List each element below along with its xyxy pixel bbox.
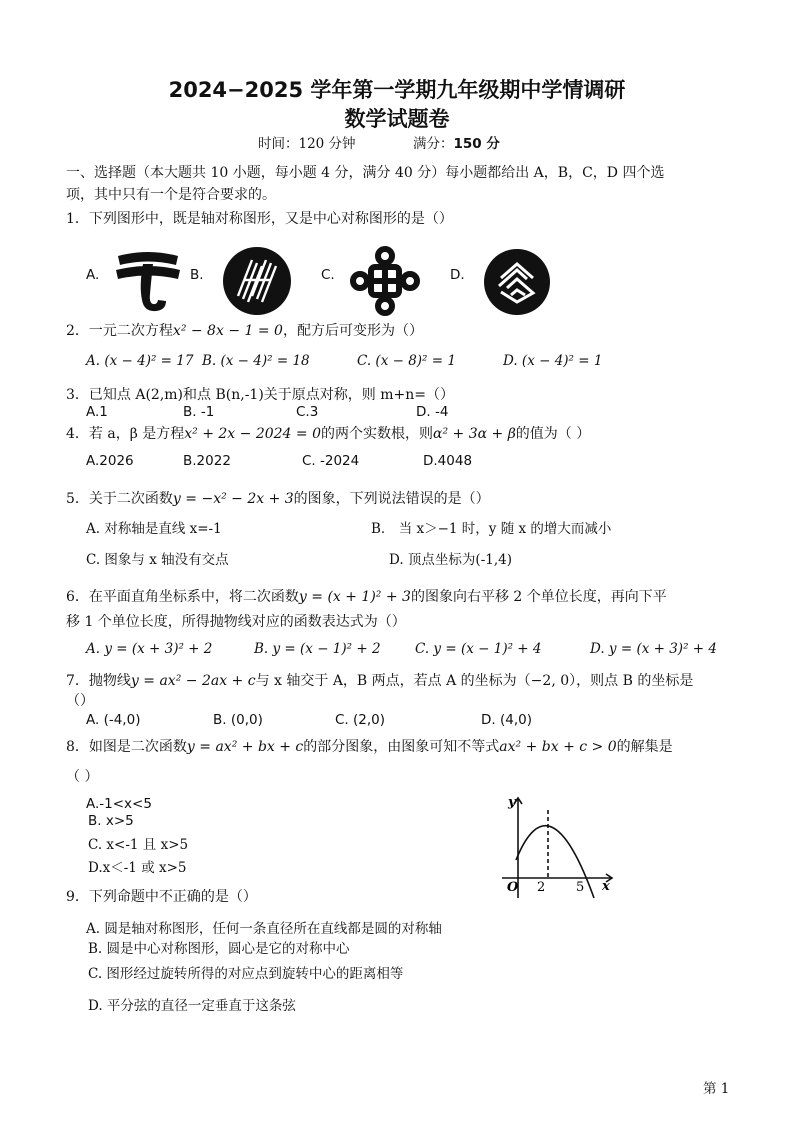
graph-origin-label: O xyxy=(507,880,519,895)
q3-stem: 3．已知点 A(2,m)和点 B(n,-1)关于原点对称，则 m+n=（） xyxy=(66,387,454,403)
section-intro-line1: 一、选择题（本大题共 10 小题，每小题 4 分，满分 40 分）每小题都给出 A，B，C，D 四个选 xyxy=(66,165,665,181)
graph-y-label: y xyxy=(508,795,516,810)
q4-option-b: B.2022 xyxy=(183,453,231,469)
q4-option-c: C. -2024 xyxy=(302,453,360,469)
q6-option-b: B. y = (x − 1)² + 2 xyxy=(254,641,381,657)
q5-option-d: D. 顶点坐标为(-1,4) xyxy=(389,552,512,568)
q1-label-b: B. xyxy=(190,267,204,283)
q7-stem-line2: （） xyxy=(66,693,94,709)
chinese-knot-logo xyxy=(350,246,420,316)
q2-option-d: D. (x − 4)² = 1 xyxy=(503,353,603,369)
q8-stem-line1: 8．如图是二次函数y = ax² + bx + c的部分图象，由图象可知不等式ax² + bx + c > 0的解集是 xyxy=(66,739,673,755)
q9-option-c: C. 图形经过旋转所得的对应点到旋转中心的距离相等 xyxy=(88,966,404,982)
page-title-line2: 数学试题卷 xyxy=(344,107,450,131)
q5-option-a: A. 对称轴是直线 x=-1 xyxy=(86,521,222,537)
q3-option-b: B. -1 xyxy=(183,404,215,420)
q7-option-d: D. (4,0) xyxy=(481,712,532,728)
q7-stem-line1: 7．抛物线y = ax² − 2ax + c与 x 轴交于 A，B 两点，若点 A 的坐标为（−2, 0），则点 B 的坐标是 xyxy=(66,673,694,689)
q6-option-d: D. y = (x + 3)² + 4 xyxy=(590,641,717,657)
q8-option-b: B. x>5 xyxy=(88,813,134,829)
q9-option-b: B. 圆是中心对称图形，圆心是它的对称中心 xyxy=(88,941,350,957)
q8-option-a: A.-1<x<5 xyxy=(86,796,152,812)
q8-parabola-graph xyxy=(498,790,618,902)
q3-option-d: D. -4 xyxy=(416,404,449,420)
striped-circle-logo xyxy=(222,246,292,316)
page-number: 第 1 xyxy=(703,1081,730,1097)
q6-stem-line1: 6．在平面直角坐标系中，将二次函数y = (x + 1)² + 3的图象向右平移 2 个单位长度，再向下平 xyxy=(66,589,667,605)
q8-option-d: D.x＜-1 或 x>5 xyxy=(88,860,187,876)
q4-option-a: A.2026 xyxy=(86,453,134,469)
q1-label-d: D. xyxy=(450,267,465,283)
q7-option-c: C. (2,0) xyxy=(335,712,386,728)
q5-stem: 5．关于二次函数y = −x² − 2x + 3的图象，下列说法错误的是（） xyxy=(66,491,490,507)
q4-option-d: D.4048 xyxy=(423,453,473,469)
graph-tick-5: 5 xyxy=(576,880,585,895)
q2-option-b: B. (x − 4)² = 18 xyxy=(202,353,310,369)
q6-stem-line2: 移 1 个单位长度，所得抛物线对应的函数表达式为（） xyxy=(66,614,406,630)
section-intro-line2: 项，其中只有一个是符合要求的。 xyxy=(66,187,276,203)
q2-option-a: A. (x − 4)² = 17 xyxy=(86,353,194,369)
q1-label-c: C. xyxy=(321,267,335,283)
page-title-line1: 2024−2025 学年第一学期九年级期中学情调研 xyxy=(168,78,626,102)
china-telecom-logo xyxy=(112,246,184,316)
score-label: 满分：150 分 xyxy=(413,136,500,152)
china-mobile-logo xyxy=(483,248,551,316)
q9-stem: 9．下列命题中不正确的是（） xyxy=(66,889,257,905)
q1-stem: 1．下列图形中，既是轴对称图形，又是中心对称图形的是（） xyxy=(66,211,453,227)
q6-option-c: C. y = (x − 1)² + 4 xyxy=(415,641,542,657)
q8-option-c: C. x<-1 且 x>5 xyxy=(88,837,189,853)
q8-stem-line2: （ ） xyxy=(66,769,99,785)
q9-option-a: A. 圆是轴对称图形，任何一条直径所在直线都是圆的对称轴 xyxy=(86,921,442,937)
q3-option-a: A.1 xyxy=(86,404,108,420)
q1-label-a: A. xyxy=(86,267,100,283)
q4-stem: 4．若 a，β 是方程x² + 2x − 2024 = 0的两个实数根，则α² + 3α + β的值为（ ） xyxy=(66,426,591,442)
q2-option-c: C. (x − 8)² = 1 xyxy=(357,353,456,369)
q9-option-d: D. 平分弦的直径一定垂直于这条弦 xyxy=(88,998,296,1014)
q5-option-c: C. 图象与 x 轴没有交点 xyxy=(86,552,229,568)
q2-stem: 2．一元二次方程x² − 8x − 1 = 0，配方后可变形为（） xyxy=(66,323,423,339)
q7-option-a: A. (-4,0) xyxy=(86,712,141,728)
time-label: 时间：120 分钟 xyxy=(258,136,356,152)
q3-option-c: C.3 xyxy=(296,404,319,420)
graph-tick-2: 2 xyxy=(537,880,546,895)
q6-option-a: A. y = (x + 3)² + 2 xyxy=(86,641,213,657)
q7-option-b: B. (0,0) xyxy=(213,712,263,728)
q5-option-b: B． 当 x＞−1 时，y 随 x 的增大而减小 xyxy=(371,521,612,537)
graph-x-label: x xyxy=(602,879,610,894)
